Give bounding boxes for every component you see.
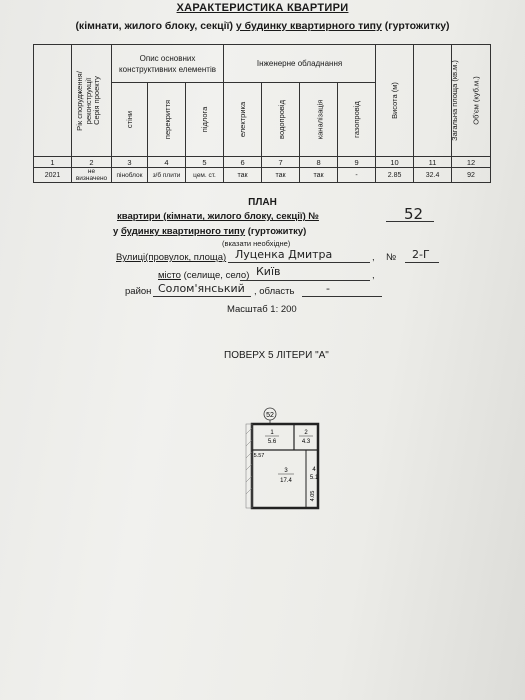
- floor-plan-drawing: [238, 404, 328, 516]
- plan-line2-c: (гуртожитку): [247, 226, 307, 237]
- value-year: 2021: [34, 168, 72, 183]
- value-sewage: так: [300, 168, 338, 183]
- col-number: 2: [72, 157, 112, 168]
- subtitle-part-a: (кімнати, жилого блоку, секції): [75, 20, 233, 32]
- col-number: 1: [34, 157, 72, 168]
- region-label: , область: [254, 286, 295, 297]
- col-number: 5: [186, 157, 224, 168]
- value-height: 2.85: [376, 168, 414, 183]
- plan-note: (вказати необхідне): [222, 239, 291, 248]
- header-walls: стіни: [112, 83, 148, 157]
- header-electricity: електрика: [224, 83, 262, 157]
- col-number: 8: [300, 157, 338, 168]
- col-number: 3: [112, 157, 148, 168]
- room-1-number: 1: [270, 430, 274, 436]
- apt-number: 52: [404, 205, 424, 223]
- room-3-number: 3: [284, 468, 288, 474]
- room-3-area: 17.4: [280, 478, 292, 484]
- header-floors: перекриття: [148, 83, 186, 157]
- district-underline: [153, 296, 251, 297]
- values-row: [34, 168, 491, 183]
- room-2-area: 4.3: [301, 439, 311, 445]
- header-gas: газопровід: [338, 83, 376, 157]
- column-numbers-row: [34, 157, 491, 168]
- col-number: 6: [224, 157, 262, 168]
- value-volume: 92: [452, 168, 491, 183]
- header-area: Загальна площа (кв.м.): [414, 45, 452, 157]
- house-label: №: [386, 252, 397, 263]
- street-underline: [228, 262, 370, 263]
- document-title: ХАРАКТЕРИСТИКА КВАРТИРИ: [176, 2, 349, 14]
- header-structural: Опис основних конструктивних елементів: [112, 45, 224, 83]
- street-comma: ,: [372, 252, 375, 263]
- header-year: Рік спорудження/ реконструкції: [34, 45, 72, 157]
- outer-walls: [252, 424, 318, 508]
- region-underline: [302, 296, 382, 297]
- header-height: Висота (м): [376, 45, 414, 157]
- street-label: [116, 252, 226, 263]
- plan-line2-b: будинку квартирного типу: [120, 226, 246, 237]
- header-volume: Об'єм (куб.м.): [452, 45, 491, 157]
- city-value: Київ: [256, 265, 281, 278]
- apartment-tag-number: 52: [266, 412, 274, 419]
- plan-line1-label: квартири (кімнати, жилого блоку, секції) №: [117, 211, 319, 222]
- room-4-number: 4: [312, 467, 316, 473]
- district-label: район: [125, 286, 152, 297]
- street-value: Луценка Дмитра: [235, 248, 333, 261]
- value-flooring: цем. ст.: [186, 168, 224, 183]
- value-floors: з/б плити: [148, 168, 186, 183]
- floor-text: ПОВЕРХ 5 ЛІТЕРИ "А": [224, 350, 329, 361]
- col-number: 10: [376, 157, 414, 168]
- city-label-text2: (селище, село): [183, 270, 250, 281]
- value-area: 32.4: [414, 168, 452, 183]
- subtitle-part-b: у будинку квартирного типу: [235, 20, 382, 32]
- header-water: водопровід: [262, 83, 300, 157]
- dimension-depth: 4.05: [310, 490, 316, 502]
- characteristics-table: [33, 44, 491, 183]
- apt-number-underline: [386, 221, 434, 222]
- header-series: Серія проекту: [72, 45, 112, 157]
- value-electricity: так: [224, 168, 262, 183]
- col-number: 12: [452, 157, 491, 168]
- room-4-area: 5.1: [309, 475, 319, 481]
- document-subtitle: [0, 20, 525, 32]
- plan-line2-a: у: [113, 226, 119, 237]
- plan-line2: [113, 226, 306, 237]
- scale-text: Масштаб 1: 200: [227, 304, 297, 315]
- col-number: 4: [148, 157, 186, 168]
- room-2-number: 2: [304, 430, 308, 436]
- header-flooring: підлога: [186, 83, 224, 157]
- house-underline: [405, 262, 439, 263]
- room-1-area: 5.6: [267, 439, 277, 445]
- city-label: [158, 270, 249, 281]
- plan-line1: [117, 211, 319, 222]
- header-engineering: Інженерне обладнання: [224, 45, 376, 83]
- value-water: так: [262, 168, 300, 183]
- street-label-text: Вулиці(провулок, площа): [116, 252, 227, 263]
- region-value: -: [326, 282, 330, 295]
- city-comma: ,: [372, 270, 375, 281]
- value-series: не визначено: [72, 168, 112, 183]
- col-number: 11: [414, 157, 452, 168]
- col-number: 7: [262, 157, 300, 168]
- header-sewage: каналізація: [300, 83, 338, 157]
- subtitle-part-c: (гуртожитку): [384, 20, 450, 32]
- value-walls: піноблок: [112, 168, 148, 183]
- city-underline: [240, 280, 370, 281]
- plan-heading: ПЛАН: [248, 197, 277, 208]
- city-label-text: місто: [158, 270, 181, 281]
- district-value: Солом'янський: [158, 282, 245, 295]
- house-value: 2-Г: [412, 248, 430, 261]
- dimension-width: 5.57: [253, 453, 265, 459]
- col-number: 9: [338, 157, 376, 168]
- value-gas: -: [338, 168, 376, 183]
